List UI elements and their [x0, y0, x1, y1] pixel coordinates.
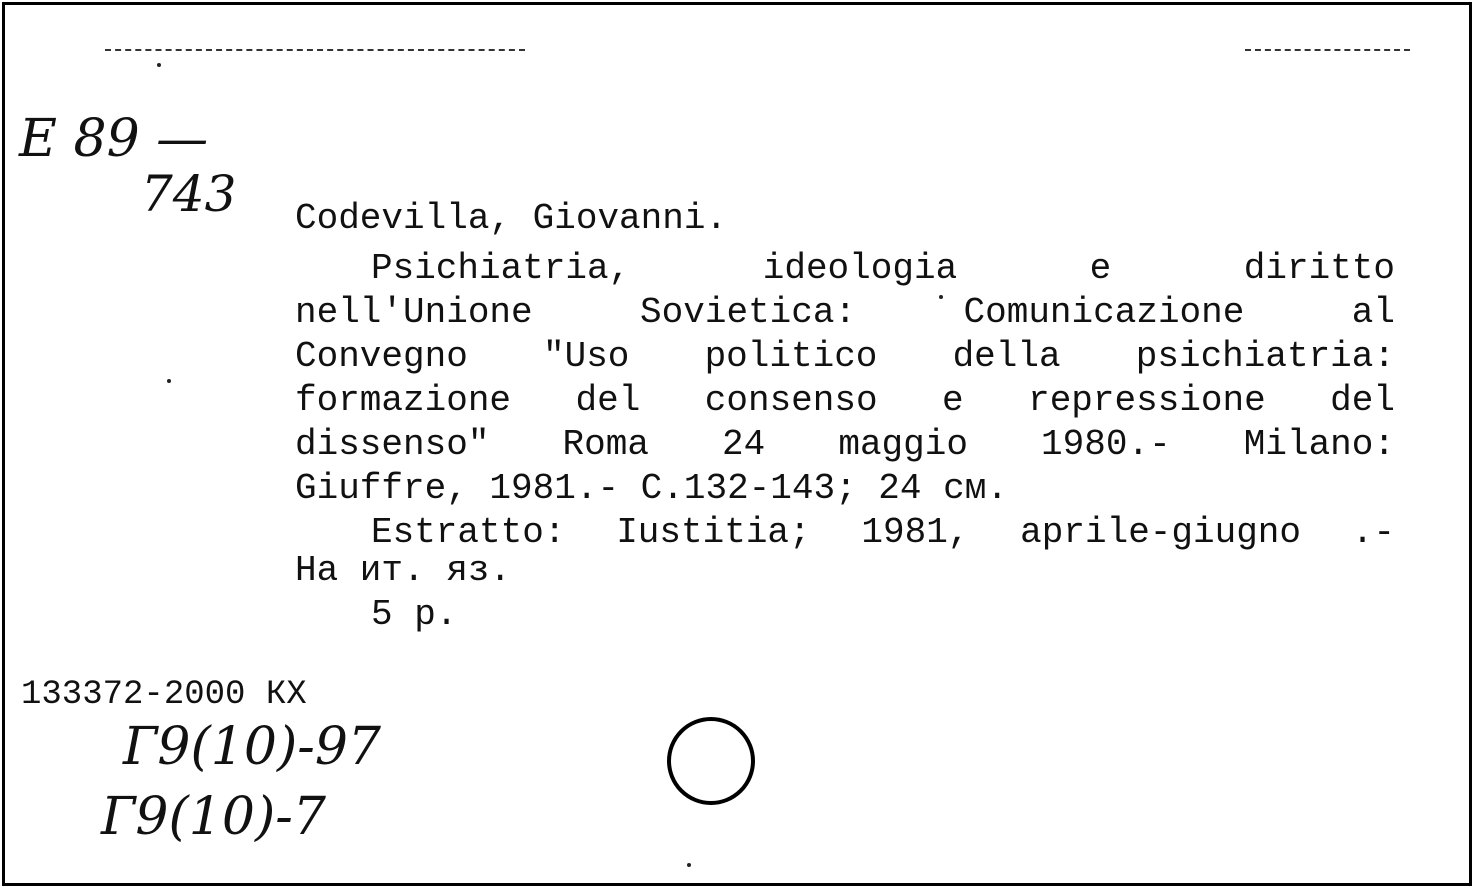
top-dashed-line-right — [1245, 49, 1410, 51]
title-line-6: Giuffre, 1981.- C.132-143; 24 см. — [295, 468, 1008, 509]
handwritten-call-number-line2: 743 — [141, 165, 237, 223]
top-dashed-line — [105, 49, 525, 51]
handwritten-code-1: Г9(10)-97 — [123, 717, 381, 777]
title-line-1: Psichiatria, ideologia e diritto — [371, 248, 1395, 289]
handwritten-code-2: Г9(10)-7 — [101, 787, 326, 847]
note-line-1: Estratto: Iustitia; 1981, aprile-giugno .- — [371, 512, 1395, 553]
title-line-4: formazione del consenso e repressione del — [295, 380, 1395, 421]
title-line-5: dissenso" Roma 24 maggio 1980.- Milano: — [295, 424, 1395, 465]
title-line-2: nell'Unione Sovietica: Comunicazione al — [295, 292, 1395, 333]
catalog-card — [2, 2, 1472, 886]
speck — [157, 63, 161, 67]
price: 5 р. — [371, 594, 458, 635]
speck — [167, 379, 171, 383]
inventory-number: 133372-2000 КХ — [21, 676, 307, 714]
author: Codevilla, Giovanni. — [295, 198, 728, 239]
handwritten-call-number-line1: E 89 — — [19, 109, 209, 169]
note-line-2: На ит. яз. — [295, 550, 512, 591]
punched-hole — [667, 717, 755, 805]
speck — [687, 863, 691, 867]
title-line-3: Convegno "Uso politico della psichiatria: — [295, 336, 1395, 377]
